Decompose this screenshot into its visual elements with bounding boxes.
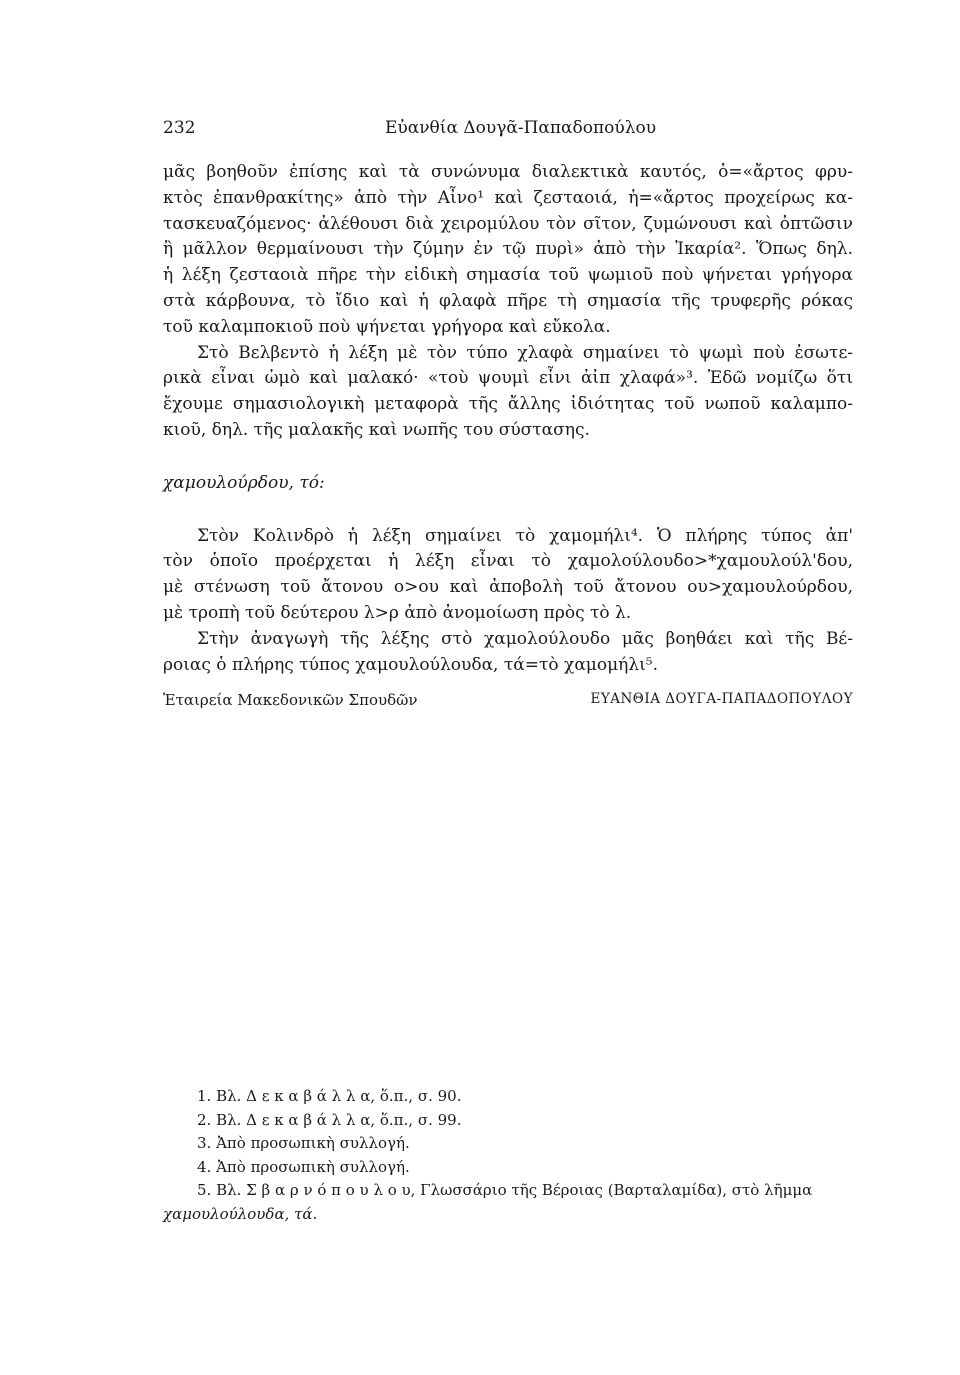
running-head: Εὐανθία Δουγᾶ-Παπαδοπούλου <box>385 118 657 138</box>
footnote-4: 4. Ἀπὸ προσωπικὴ συλλογή. <box>197 1157 410 1176</box>
institution-name: Ἑταιρεία Μακεδονικῶν Σπουδῶν <box>163 691 418 709</box>
footnote-2: 2. Βλ. Δ ε κ α β ά λ λ α, ὅ.π., σ. 99. <box>197 1110 462 1129</box>
text-line: κτὸς ἐπανθρακίτης» ἀπὸ τὴν Αἶνο¹ καὶ ζεσταοιά, ἡ=«ἄρτος προχείρως κα- <box>163 187 853 208</box>
text-line: ροιας ὁ πλήρης τύπος χαμουλούλουδα, τά=τὸ χαμομήλι⁵. <box>163 654 658 675</box>
author-name: ΕΥΑΝΘΙΑ ΔΟΥΓΑ-ΠΑΠΑΔΟΠΟΥΛΟΥ <box>590 691 853 707</box>
footnote-5-continuation: χαμουλούλουδα, τά. <box>163 1204 318 1223</box>
text-line: μὲ τροπὴ τοῦ δεύτερου λ>ρ ἀπὸ ἀνομοίωση πρὸς τὸ λ. <box>163 602 632 623</box>
footnote-3: 3. Ἀπὸ προσωπικὴ συλλογή. <box>197 1134 410 1152</box>
text-line: ἡ λέξη ζεσταοιὰ πῆρε τὴν εἰδικὴ σημασία τοῦ ψωμιοῦ ποὺ ψήνεται γρήγορα <box>163 265 853 286</box>
text-line: μὲ στένωση τοῦ ἄτονου ο>ου καὶ ἀποβολὴ τοῦ ἄτονου ου>χαμουλούρδου, <box>163 577 853 598</box>
body-text <box>163 160 853 678</box>
text-line: ρικὰ εἶναι ὠμὸ καὶ μαλακό· «τοὺ ψουμὶ εἶνι ἀἰπ χλαφά»³. Ἐδῶ νομίζω ὅτι <box>163 368 853 389</box>
text-line: Στὴν ἀναγωγὴ τῆς λέξης στὸ χαμολούλουδο μᾶς βοηθάει καὶ τῆς Βέ- <box>197 628 853 649</box>
footnote-5: 5. Βλ. Σ β α ρ ν ό π ο υ λ ο υ, Γλωσσάριο τῆς Βέροιας (Βαρταλαμίδα), στὸ λῆμμα <box>197 1181 813 1199</box>
footnote-1: 1. Βλ. Δ ε κ α β ά λ λ α, ὅ.π., σ. 90. <box>197 1087 462 1105</box>
text-line: στὰ κάρβουνα, τὸ ἴδιο καὶ ἡ φλαφὰ πῆρε τὴ σημασία τῆς τρυφερῆς ρόκας <box>163 290 853 311</box>
paragraph-1 <box>163 160 853 186</box>
text-line: Στὸ Βελβεντὸ ἡ λέξη μὲ τὸν τύπο χλαφὰ σημαίνει τὸ ψωμὶ ποὺ ἐσωτε- <box>197 342 853 363</box>
footnotes <box>163 1085 853 1226</box>
text-line: τὸν ὁποῖο προέρχεται ἡ λέξη εἶναι τὸ χαμολούλουδο>*χαμουλούλ'δου, <box>163 551 853 572</box>
text-line: τοῦ καλαμποκιοῦ ποὺ ψήνεται γρήγορα καὶ εὔκολα. <box>163 316 611 337</box>
term-heading: χαμουλούρδου, τό: <box>163 472 325 493</box>
text-line: μᾶς βοηθοῦν ἐπίσης καὶ τὰ συνώνυμα διαλεκτικὰ καυτός, ὁ=«ἄρτος φρυ- <box>163 162 853 182</box>
text-line: κιοῦ, δηλ. τῆς μαλακῆς καὶ νωπῆς του σύστασης. <box>163 419 590 440</box>
page-number: 232 <box>163 118 196 138</box>
text-line: ἔχουμε σημασιολογικὴ μεταφορὰ τῆς ἄλλης ἰδιότητας τοῦ νωποῦ καλαμπο- <box>163 394 853 415</box>
text-line: Στὸν Κολινδρὸ ἡ λέξη σημαίνει τὸ χαμομήλι⁴. Ὁ πλήρης τύπος ἀπ' <box>197 525 853 546</box>
text-line: τασκευαζόμενος· ἀλέθουσι διὰ χειρομύλου τὸν σῖτον, ζυμώνουσι καὶ ὀπτῶσιν <box>163 213 853 234</box>
page-header <box>163 118 853 142</box>
signature-block <box>163 691 853 713</box>
text-line: ἢ μᾶλλον θερμαίνουσι τὴν ζύμην ἐν τῷ πυρὶ» ἀπὸ τὴν Ἰκαρία². Ὅπως δηλ. <box>163 239 853 260</box>
